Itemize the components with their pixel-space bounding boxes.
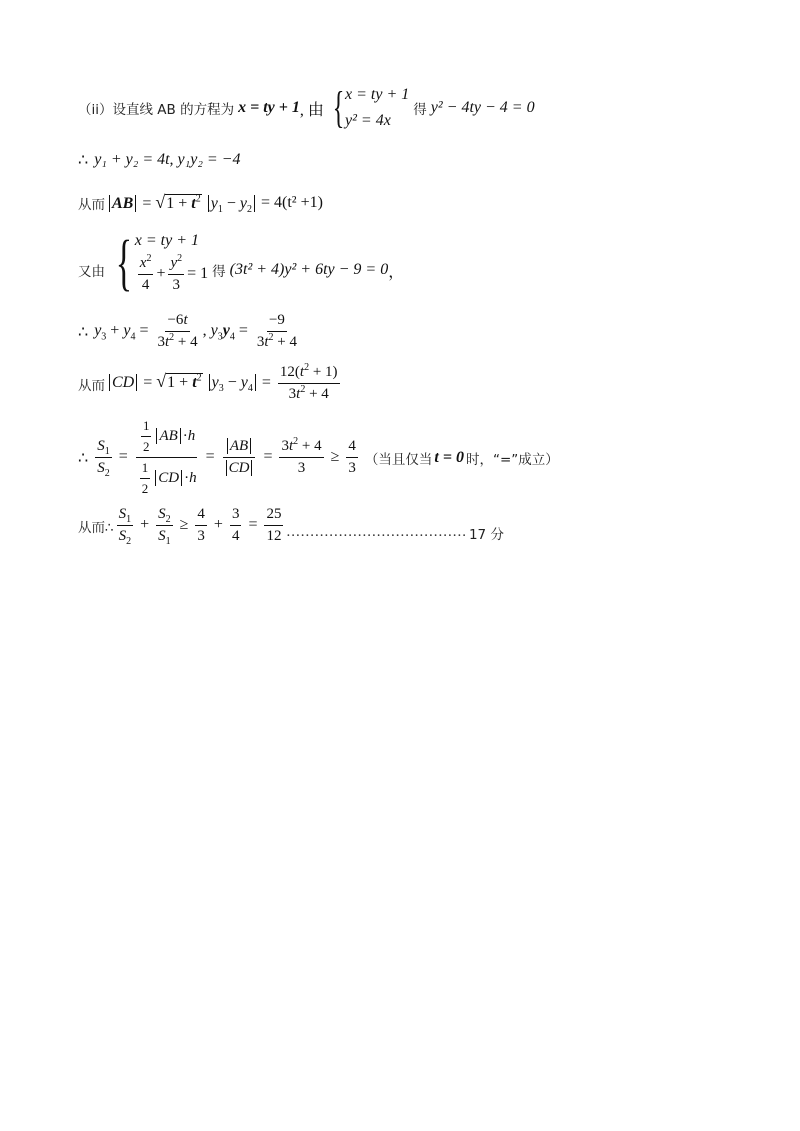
line7-note-end: 时，“=”成立） xyxy=(465,451,559,468)
line4-result: (3t² + 4)y² + 6ty − 9 = 0 xyxy=(229,261,389,278)
line5-formula: $y_3 + y_4$ = $\frac{-6t}{3t^2 + 4}$ , $y_3y_4$ = $\frac{-9}{3t^2 + 4}$ xyxy=(94,312,297,350)
solution-line-8 xyxy=(78,506,504,545)
line2-expression: y₁ + y₂ = 4t, y₁y₂ = −4 xyxy=(94,151,241,168)
leader-dots: ...................................... xyxy=(286,524,467,540)
line1-by: , 由 xyxy=(299,101,324,119)
line3-prefix: 从而 xyxy=(78,196,105,213)
line4-de: 得 xyxy=(212,264,226,280)
solution-line-5 xyxy=(78,312,302,351)
line1-system: { x = ty + 1 y² = 4x xyxy=(332,83,410,132)
solution-line-4 xyxy=(78,229,405,297)
solution-line-2 xyxy=(78,150,240,170)
line1-de: 得 xyxy=(413,102,427,118)
line6-prefix: 从而 xyxy=(78,377,105,394)
line3-formula: AB = √ $1 + t^2$ $y_1 - y_2$ xyxy=(107,192,257,213)
line1-equation: x = ty + 1 xyxy=(238,99,300,116)
line4-comma: ， xyxy=(388,263,405,281)
therefore-symbol: ∴ xyxy=(78,152,89,169)
line1-prefix: （ii）设直线 AB 的方程为 xyxy=(78,102,235,118)
line4-system: { x = ty + 1 $\frac{x^2}{4}$ + $\frac{y^2}{3}$ = 1 xyxy=(115,229,209,297)
solution-line-6 xyxy=(78,364,343,403)
line6-formula: CD = √ $1 + t^2$ $y_3 - y_4$ = $\frac{12(t^2 + 1)}{3t^2 + 4}$ xyxy=(107,364,343,403)
line7-note: （当且仅当 xyxy=(364,451,433,468)
line7-note-condition: t = 0 xyxy=(434,448,464,466)
line8-formula: $\frac{S_1}{S_2}$ + $\frac{S_2}{S_1}$ ≥ $\frac{4}{3}$ + $\frac{3}{4}$ = $\frac{25}{12}$ xyxy=(118,506,282,547)
solution-line-1 xyxy=(78,83,535,132)
line4-system-eq1: x = ty + 1 xyxy=(134,232,200,249)
line1-result: y² − 4ty − 4 = 0 xyxy=(430,99,535,116)
line1-system-eq2: y² = 4x xyxy=(345,112,391,129)
solution-line-3 xyxy=(78,192,323,216)
line7-formula: $\frac{S_1}{S_2}$ = $\frac{1}{2}$ AB ·h $\frac{1}{2}$ CD ·h = $\frac{AB}{CD}$ = $\frac{3t^2 + 4}{3}$ ≥ $\frac{4}{3}$ xyxy=(97,418,356,496)
line1-system-eq1: x = ty + 1 xyxy=(345,86,410,103)
therefore-symbol: ∴ xyxy=(78,449,89,467)
line4-system-eq2: $\frac{x^2}{4}$ + $\frac{y^2}{3}$ = 1 xyxy=(139,253,209,293)
score-label: 17 分 xyxy=(468,526,504,543)
therefore-symbol: ∴ xyxy=(78,323,89,341)
solution-line-7 xyxy=(78,418,559,497)
line4-prefix: 又由 xyxy=(78,264,105,280)
line8-prefix: 从而∴ xyxy=(78,519,114,536)
line3-tail: = 4(t² +1) xyxy=(261,193,323,211)
